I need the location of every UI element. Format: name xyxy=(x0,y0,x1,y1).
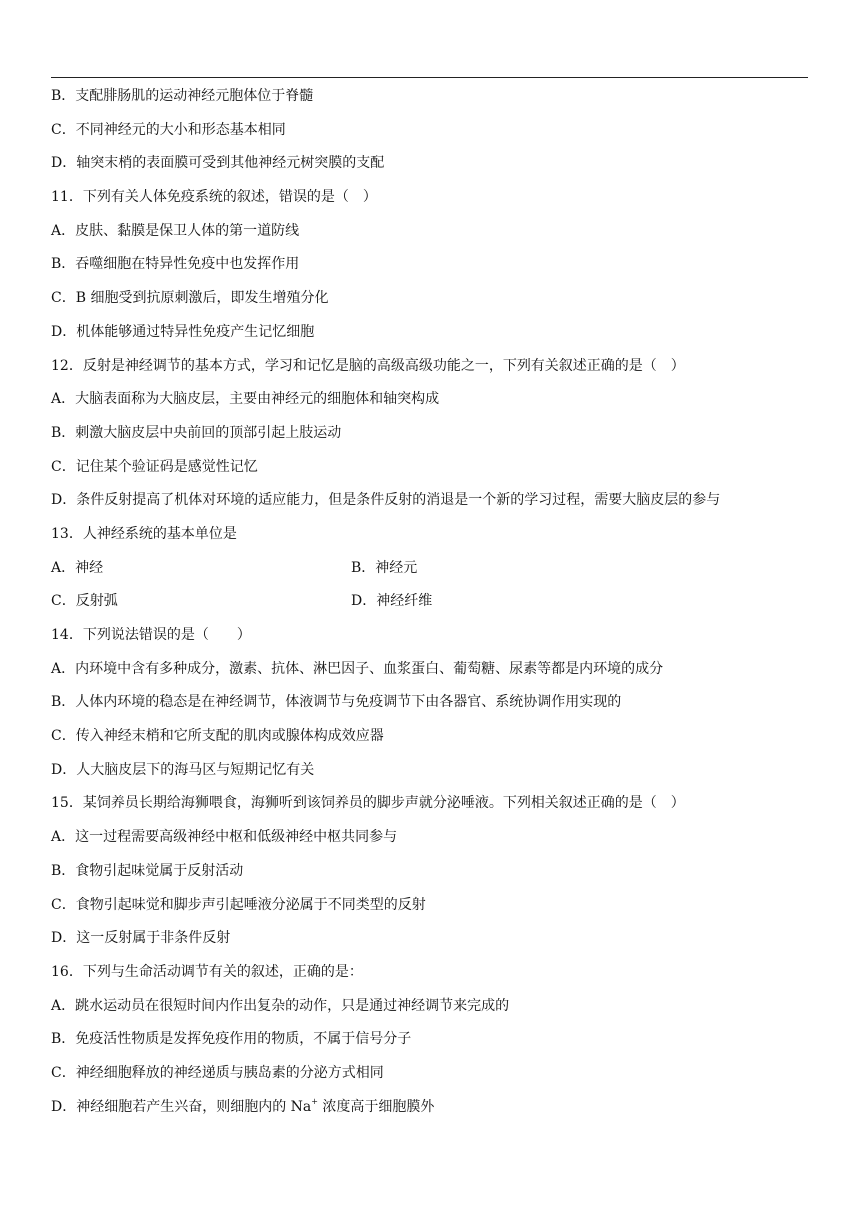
q12-option-b: B．刺激大脑皮层中央前回的顶部引起上肢运动 xyxy=(51,424,342,441)
q14-option-c: C．传入神经末梢和它所支配的肌肉或腺体构成效应器 xyxy=(51,728,384,745)
q11-option-a: A．皮肤、黏膜是保卫人体的第一道防线 xyxy=(51,222,300,239)
q10-option-c: C．不同神经元的大小和形态基本相同 xyxy=(51,121,286,138)
q14-option-b: B．人体内环境的稳态是在神经调节，体液调节与免疫调节下由各器官、系统协调作用实现的 xyxy=(51,694,622,711)
q11-option-c: C．B 细胞受到抗原刺激后，即发生增殖分化 xyxy=(51,290,329,307)
q16-option-d xyxy=(51,1095,811,1129)
q13-stem: 13．人神经系统的基本单位是 xyxy=(51,525,237,542)
q16-option-a: A．跳水运动员在很短时间内作出复杂的动作，只是通过神经调节来完成的 xyxy=(51,997,510,1014)
q10-option-d: D．轴突末梢的表面膜可受到其他神经元树突膜的支配 xyxy=(51,155,385,172)
q12-stem: 12．反射是神经调节的基本方式，学习和记忆是脑的高级高级功能之一，下列有关叙述正确的是（ ） xyxy=(51,357,685,374)
exam-page-content xyxy=(51,84,811,1128)
header-rule xyxy=(51,77,808,78)
q16-d-suffix: 浓度高于细胞膜外 xyxy=(317,1098,435,1115)
q16-d-prefix: D．神经细胞若产生兴奋，则细胞内的 Na xyxy=(51,1098,312,1115)
q16-option-c: C．神经细胞释放的神经递质与胰岛素的分泌方式相同 xyxy=(51,1064,384,1081)
q15-option-b: B．食物引起味觉属于反射活动 xyxy=(51,862,244,879)
q15-stem: 15．某饲养员长期给海狮喂食，海狮听到该饲养员的脚步声就分泌唾液。下列相关叙述正确的是（ ） xyxy=(51,795,685,812)
q12-option-a: A．大脑表面称为大脑皮层，主要由神经元的细胞体和轴突构成 xyxy=(51,391,440,408)
q16-d-superscript: + xyxy=(311,1096,318,1106)
q15-option-d: D．这一反射属于非条件反射 xyxy=(51,930,231,947)
q12-option-d: D．条件反射提高了机体对环境的适应能力，但是条件反射的消退是一个新的学习过程，需要大脑皮层的参与 xyxy=(51,492,721,509)
q16-option-b: B．免疫活性物质是发挥免疫作用的物质，不属于信号分子 xyxy=(51,1031,412,1048)
q10-option-b: B．支配腓肠肌的运动神经元胞体位于脊髓 xyxy=(51,88,314,104)
q13-options-row-2 xyxy=(51,589,811,623)
q14-option-a: A．内环境中含有多种成分，激素、抗体、淋巴因子、血浆蛋白、葡萄糖、尿素等都是内环境的成分 xyxy=(51,660,664,677)
q13-option-d: D．神经纤维 xyxy=(351,593,433,610)
q11-stem: 11．下列有关人体免疫系统的叙述，错误的是（ ） xyxy=(51,189,377,206)
q11-option-b: B．吞噬细胞在特异性免疫中也发挥作用 xyxy=(51,256,300,273)
q14-option-d: D．人大脑皮层下的海马区与短期记忆有关 xyxy=(51,761,315,778)
q13-option-b: B．神经元 xyxy=(351,559,418,576)
q15-option-c: C．食物引起味觉和脚步声引起唾液分泌属于不同类型的反射 xyxy=(51,896,426,913)
q13-option-a: A．神经 xyxy=(51,559,104,576)
q11-option-d: D．机体能够通过特异性免疫产生记忆细胞 xyxy=(51,323,315,340)
q15-option-a: A．这一过程需要高级神经中枢和低级神经中枢共同参与 xyxy=(51,829,398,846)
q12-option-c: C．记住某个验证码是感觉性记忆 xyxy=(51,458,258,475)
q13-option-c: C．反射弧 xyxy=(51,593,118,610)
q13-options-row-1 xyxy=(51,556,811,590)
q14-stem: 14．下列说法错误的是（ ） xyxy=(51,627,251,643)
q16-stem: 16．下列与生命活动调节有关的叙述，正确的是： xyxy=(51,963,363,980)
